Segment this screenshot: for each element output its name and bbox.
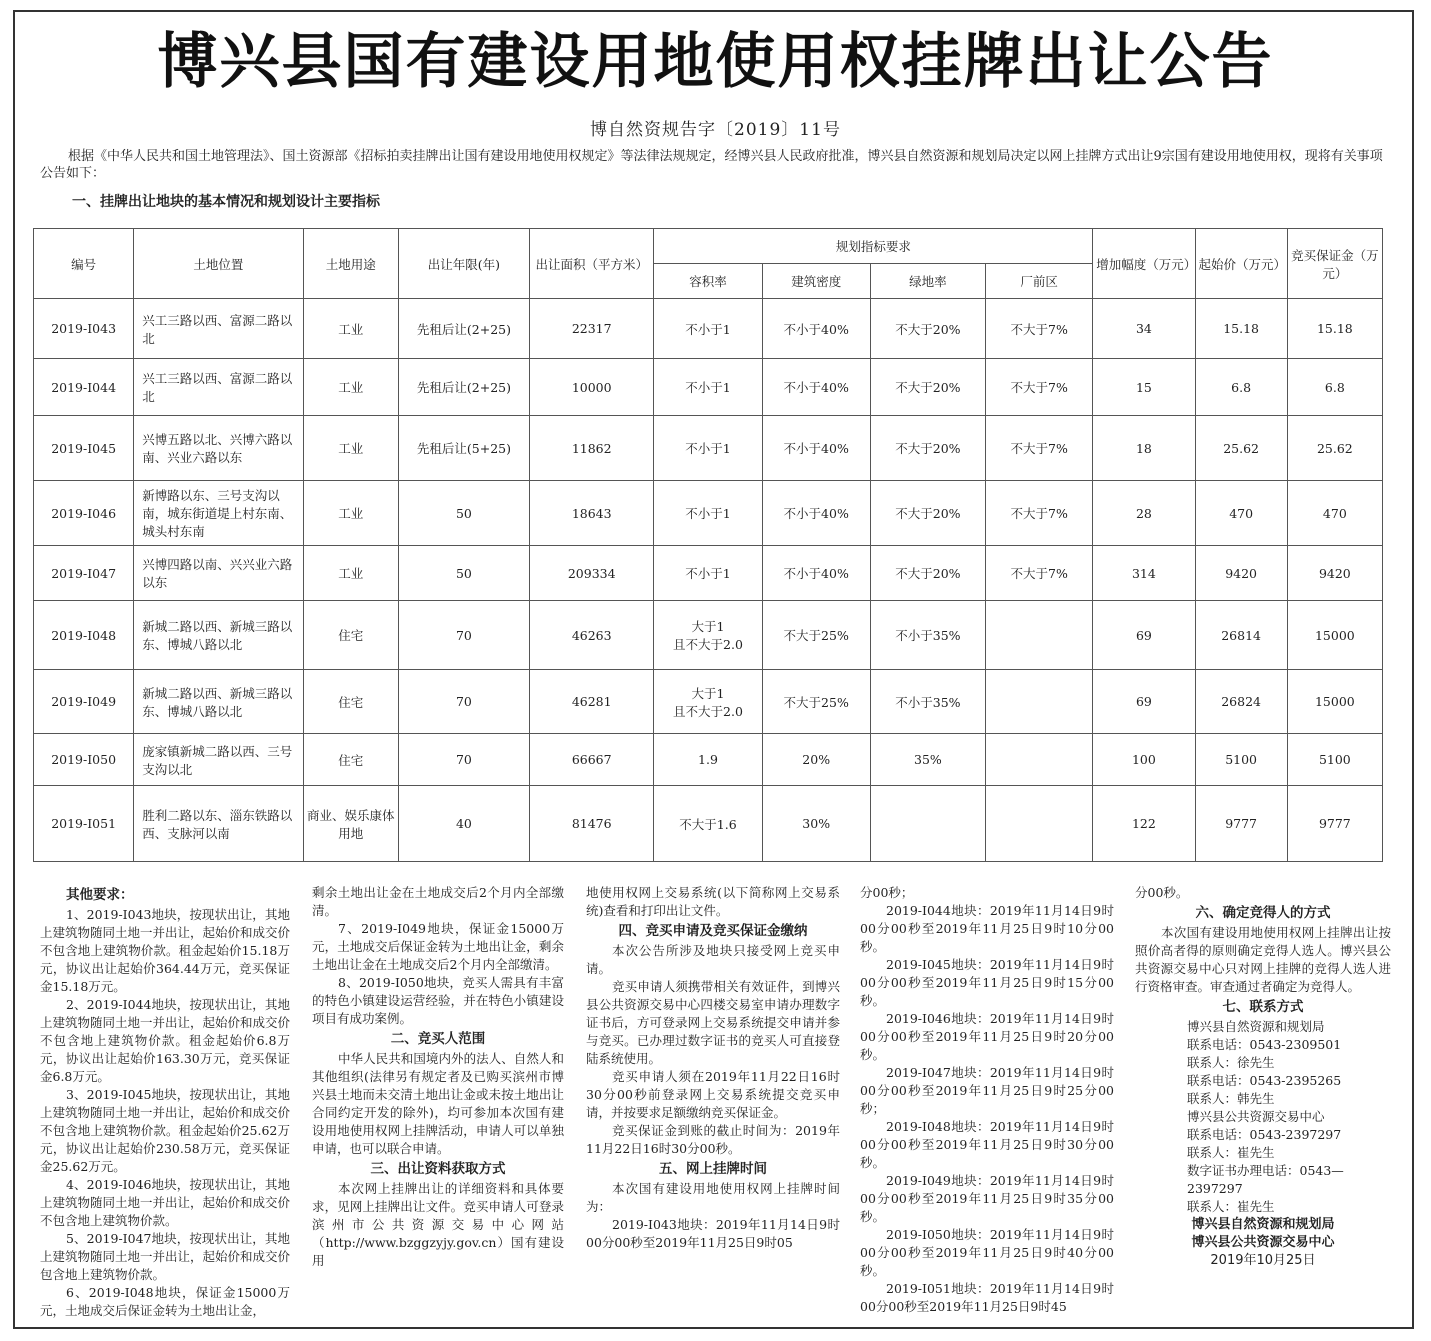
cell-far: 不大于1.6 <box>654 786 762 862</box>
other-requirements-heading: 其他要求： <box>66 887 134 903</box>
cell-density: 20% <box>762 734 870 786</box>
cell-location: 新城二路以西、新城三路以东、博城八路以北 <box>134 601 303 670</box>
cell-location: 兴博四路以南、兴兴业六路以东 <box>134 546 303 601</box>
cell-area: 66667 <box>530 734 654 786</box>
cell-increment: 15 <box>1093 359 1195 416</box>
cell-deposit: 9777 <box>1287 786 1382 862</box>
cell-location: 兴工三路以西、富源二路以北 <box>134 299 303 359</box>
header-front: 厂前区 <box>986 264 1093 299</box>
contact-line: 博兴县自然资源和规划局 <box>1187 1019 1325 1034</box>
section-5-heading: 五、网上挂牌时间 <box>659 1161 767 1177</box>
cell-location: 兴博五路以北、兴博六路以南、兴业六路以东 <box>134 416 303 481</box>
cell-deposit: 15000 <box>1287 601 1382 670</box>
contact-line: 联系电话：0543-2395265 <box>1187 1073 1342 1088</box>
cell-green: 不大于20% <box>870 481 985 546</box>
listing-time-item: 2019-I043地块：2019年11月14日9时00分00秒至2019年11月25日9时05 <box>586 1217 840 1250</box>
cell-code: 2019-I047 <box>34 546 134 601</box>
header-planning: 规划指标要求 <box>654 229 1093 264</box>
cell-location: 新博路以东、三号支沟以南，城东街道堤上村东南、城头村东南 <box>134 481 303 546</box>
contact-line: 联系人：崔先生 <box>1187 1145 1275 1160</box>
cell-code: 2019-I051 <box>34 786 134 862</box>
cell-far: 不小于1 <box>654 416 762 481</box>
section-4-heading: 四、竞买申请及竞买保证金缴纳 <box>618 923 808 939</box>
application-paragraph: 竞买申请人须携带相关有效证件，到博兴县公共资源交易中心四楼交易室申请办理数字证书后，方可登录网上交易系统提交申请并参与竞买。已办理过数字证书的竞买人可直接登陆系统使用。 <box>586 979 840 1066</box>
cell-term: 先租后让(2+25) <box>398 299 529 359</box>
cell-green: 不小于35% <box>870 601 985 670</box>
cell-front: 不大于7% <box>986 546 1093 601</box>
header-use: 土地用途 <box>303 229 398 299</box>
cell-code: 2019-I045 <box>34 416 134 481</box>
cell-area: 11862 <box>530 416 654 481</box>
cell-density: 30% <box>762 786 870 862</box>
cell-term: 先租后让(5+25) <box>398 416 529 481</box>
cell-use: 工业 <box>303 359 398 416</box>
signature-bureau: 博兴县自然资源和规划局 <box>1191 1217 1335 1232</box>
cell-term: 70 <box>398 601 529 670</box>
section-1-heading: 一、挂牌出让地块的基本情况和规划设计主要指标 <box>72 194 380 210</box>
header-location: 土地位置 <box>134 229 303 299</box>
parcel-row <box>34 546 1383 601</box>
section-3-heading: 三、出让资料获取方式 <box>370 1161 506 1177</box>
cell-increment: 18 <box>1093 416 1195 481</box>
cell-deposit: 5100 <box>1287 734 1382 786</box>
cell-term: 70 <box>398 734 529 786</box>
cell-far: 不小于1 <box>654 481 762 546</box>
column-other-requirements <box>40 884 290 1320</box>
listing-time-item: 2019-I050地块：2019年11月14日9时00分00秒至2019年11月25日9时40分00秒。 <box>860 1227 1114 1278</box>
materials-continuation: 地使用权网上交易系统(以下简称网上交易系统)查看和打印出让文件。 <box>586 885 840 918</box>
cell-deposit: 15000 <box>1287 670 1382 734</box>
cell-far: 不小于1 <box>654 299 762 359</box>
contact-line: 联系人：徐先生 <box>1187 1055 1275 1070</box>
parcel-row <box>34 481 1383 546</box>
header-code: 编号 <box>34 229 134 299</box>
parcel-row <box>34 734 1383 786</box>
cell-location: 胜利二路以东、淄东铁路以西、支脉河以南 <box>134 786 303 862</box>
cell-location: 庞家镇新城二路以西、三号支沟以北 <box>134 734 303 786</box>
requirement-paragraph: 1、2019-I043地块，按现状出让，其地上建筑物随同土地一并出让，起始价和成交价不包含地上建筑物价款。租金起始价15.18万元，协议出让起始价364.44万元，竞买保证金15.18万元。 <box>40 907 291 994</box>
cell-area: 81476 <box>530 786 654 862</box>
cell-start-price: 25.62 <box>1195 416 1287 481</box>
cell-green: 35% <box>870 734 985 786</box>
contact-line: 数字证书办理电话：0543—2397297 <box>1187 1163 1344 1196</box>
parcel-row <box>34 416 1383 481</box>
requirement-paragraph: 3、2019-I045地块，按现状出让，其地上建筑物随同土地一并出让，起始价和成交价不包含地上建筑物价款。租金起始价25.62万元，协议出让起始价230.58万元，竞买保证金25.62万元。 <box>40 1087 291 1174</box>
cell-density: 不小于40% <box>762 299 870 359</box>
cell-far: 大于1 且不大于2.0 <box>654 601 762 670</box>
requirement-paragraph: 8、2019-I050地块，竞买人需具有丰富的特色小镇建设运营经验，并在特色小镇建设项目有成功案例。 <box>312 975 564 1026</box>
cell-area: 18643 <box>530 481 654 546</box>
cell-code: 2019-I043 <box>34 299 134 359</box>
cell-green: 不大于20% <box>870 546 985 601</box>
contact-line: 博兴县公共资源交易中心 <box>1187 1109 1325 1124</box>
cell-use: 商业、娱乐康体用地 <box>303 786 398 862</box>
contact-line: 联系人：韩先生 <box>1187 1091 1275 1106</box>
parcel-row <box>34 359 1383 416</box>
listing-time-item: 2019-I045地块：2019年11月14日9时00分00秒至2019年11月25日9时15分00秒。 <box>860 957 1114 1008</box>
cell-increment: 28 <box>1093 481 1195 546</box>
cell-area: 22317 <box>530 299 654 359</box>
header-deposit: 竞买保证金（万元） <box>1287 229 1382 299</box>
parcel-row <box>34 670 1383 734</box>
cell-front: 不大于7% <box>986 481 1093 546</box>
cell-far: 1.9 <box>654 734 762 786</box>
cell-start-price: 5100 <box>1195 734 1287 786</box>
cell-front <box>986 734 1093 786</box>
cell-green: 不大于20% <box>870 359 985 416</box>
header-far: 容积率 <box>654 264 762 299</box>
cell-increment: 69 <box>1093 601 1195 670</box>
cell-use: 住宅 <box>303 734 398 786</box>
contact-line: 联系人：崔先生 <box>1187 1199 1275 1214</box>
requirement-paragraph: 4、2019-I046地块，按现状出让，其地上建筑物随同土地一并出让，起始价和成交价不包含地上建筑物价款。 <box>40 1177 291 1228</box>
cell-term: 50 <box>398 546 529 601</box>
section-2-heading: 二、竞买人范围 <box>390 1031 486 1047</box>
cell-density: 不大于25% <box>762 601 870 670</box>
cell-far: 不小于1 <box>654 546 762 601</box>
application-paragraph: 竞买保证金到账的截止时间为：2019年11月22日16时30分00秒。 <box>586 1123 840 1156</box>
cell-front: 不大于7% <box>986 359 1093 416</box>
listing-time-item: 2019-I048地块：2019年11月14日9时00分00秒至2019年11月25日9时30分00秒。 <box>860 1119 1114 1170</box>
cell-location: 新城二路以西、新城三路以东、博城八路以北 <box>134 670 303 734</box>
cell-start-price: 6.8 <box>1195 359 1287 416</box>
signature-center: 博兴县公共资源交易中心 <box>1191 1235 1335 1250</box>
cell-area: 46263 <box>530 601 654 670</box>
listing-time-item: 2019-I047地块：2019年11月14日9时00分00秒至2019年11月25日9时25分00秒； <box>860 1065 1114 1116</box>
parcel-row <box>34 601 1383 670</box>
cell-increment: 122 <box>1093 786 1195 862</box>
cell-green <box>870 786 985 862</box>
column-5 <box>1135 884 1391 1270</box>
materials-paragraph: 本次网上挂牌出让的详细资料和具体要求，见网上挂牌出让文件。竞买申请人可登录滨州市公共资源交易中心网站（http://www.bzggzyjy.gov.cn）国有建设用 <box>312 1181 564 1268</box>
cell-far: 大于1 且不大于2.0 <box>654 670 762 734</box>
cell-code: 2019-I049 <box>34 670 134 734</box>
cell-area: 46281 <box>530 670 654 734</box>
cell-deposit: 9420 <box>1287 546 1382 601</box>
listing-time-continuation: 分00秒； <box>860 885 914 900</box>
header-term: 出让年限(年) <box>398 229 529 299</box>
cell-area: 10000 <box>530 359 654 416</box>
requirement-paragraph: 2、2019-I044地块，按现状出让，其地上建筑物随同土地一并出让，起始价和成交价不包含地上建筑物价款。租金起始价6.8万元，协议出让起始价163.30万元，竞买保证金6.8万元。 <box>40 997 291 1084</box>
parcel-row <box>34 299 1383 359</box>
contact-list <box>1135 1018 1391 1216</box>
cell-increment: 69 <box>1093 670 1195 734</box>
publish-date: 2019年10月25日 <box>1210 1253 1316 1268</box>
application-paragraph: 本次公告所涉及地块只接受网上竞买申请。 <box>586 943 840 976</box>
cell-start-price: 15.18 <box>1195 299 1287 359</box>
cell-density: 不大于25% <box>762 670 870 734</box>
contact-line: 联系电话：0543-2309501 <box>1187 1037 1342 1052</box>
listing-time-item: 2019-I049地块：2019年11月14日9时00分00秒至2019年11月25日9时35分00秒。 <box>860 1173 1114 1224</box>
cell-start-price: 470 <box>1195 481 1287 546</box>
cell-code: 2019-I044 <box>34 359 134 416</box>
column-2 <box>312 884 564 1270</box>
listing-time-item: 2019-I044地块：2019年11月14日9时00分00秒至2019年11月25日9时10分00秒。 <box>860 903 1114 954</box>
listing-time-paragraph: 本次国有建设用地使用权网上挂牌时间为： <box>586 1181 840 1214</box>
application-paragraph: 竞买申请人须在2019年11月22日16时30分00秒前登录网上交易系统提交竞买申请，并按要求足额缴纳竞买保证金。 <box>586 1069 840 1120</box>
listing-time-item: 2019-I046地块：2019年11月14日9时00分00秒至2019年11月25日9时20分00秒。 <box>860 1011 1114 1062</box>
cell-deposit: 6.8 <box>1287 359 1382 416</box>
cell-use: 工业 <box>303 481 398 546</box>
page-title: 博兴县国有建设用地使用权挂牌出让公告 <box>157 27 1274 97</box>
header-green: 绿地率 <box>870 264 985 299</box>
cell-far: 不小于1 <box>654 359 762 416</box>
column-3 <box>586 884 840 1252</box>
cell-deposit: 25.62 <box>1287 416 1382 481</box>
cell-front: 不大于7% <box>986 299 1093 359</box>
requirement-paragraph: 6、2019-I048地块，保证金15000万元，土地成交后保证金转为土地出让金， <box>40 1285 290 1318</box>
listing-time-continuation: 分00秒。 <box>1135 885 1189 900</box>
cell-front: 不大于7% <box>986 416 1093 481</box>
contact-line: 联系电话：0543-2397297 <box>1187 1127 1342 1142</box>
cell-term: 先租后让(2+25) <box>398 359 529 416</box>
cell-use: 工业 <box>303 416 398 481</box>
parcel-table <box>33 228 1383 862</box>
cell-use: 工业 <box>303 546 398 601</box>
cell-deposit: 470 <box>1287 481 1382 546</box>
header-density: 建筑密度 <box>762 264 870 299</box>
header-increment: 增加幅度（万元） <box>1093 229 1195 299</box>
winner-method-paragraph: 本次国有建设用地使用权网上挂牌出让按照价高者得的原则确定竞得人选人。博兴县公共资源交易中心只对网上挂牌的竞得人选人进行资格审查。审查通过者确定为竞得人。 <box>1135 925 1391 994</box>
cell-use: 住宅 <box>303 670 398 734</box>
cell-start-price: 26814 <box>1195 601 1287 670</box>
cell-area: 209334 <box>530 546 654 601</box>
cell-code: 2019-I046 <box>34 481 134 546</box>
cell-term: 70 <box>398 670 529 734</box>
cell-density: 不小于40% <box>762 546 870 601</box>
cell-density: 不小于40% <box>762 481 870 546</box>
cell-front <box>986 601 1093 670</box>
cell-location: 兴工三路以西、富源二路以北 <box>134 359 303 416</box>
section-6-heading: 六、确定竞得人的方式 <box>1195 905 1331 921</box>
intro-paragraph: 根据《中华人民共和国土地管理法》、国土资源部《招标拍卖挂牌出让国有建设用地使用权规定》等法律法规规定，经博兴县人民政府批准，博兴县自然资源和规划局决定以网上挂牌方式出让9宗国有建设用地使用权，现将有关事项公告如下： <box>40 149 1383 181</box>
cell-term: 40 <box>398 786 529 862</box>
section-7-heading: 七、联系方式 <box>1222 999 1304 1015</box>
cell-green: 不大于20% <box>870 416 985 481</box>
requirement-continuation: 剩余土地出让金在土地成交后2个月内全部缴清。 <box>312 885 564 918</box>
cell-start-price: 26824 <box>1195 670 1287 734</box>
cell-density: 不小于40% <box>762 416 870 481</box>
bidder-scope-paragraph: 中华人民共和国境内外的法人、自然人和其他组织(法律另有规定者及已购买滨州市博兴县土地而未交清土地出让金或未按土地出让合同约定开发的除外)，均可参加本次国有建设用地使用权网上挂牌活动，申请人可以单独申请，也可以联合申请。 <box>312 1051 564 1156</box>
cell-front <box>986 786 1093 862</box>
cell-use: 住宅 <box>303 601 398 670</box>
cell-term: 50 <box>398 481 529 546</box>
column-4 <box>860 884 1114 1316</box>
requirement-paragraph: 7、2019-I049地块，保证金15000万元，土地成交后保证金转为土地出让金，剩余土地出让金在土地成交后2个月内全部缴清。 <box>312 921 564 972</box>
document-number: 博自然资规告字〔2019〕11号 <box>590 120 841 140</box>
cell-front <box>986 670 1093 734</box>
header-start-price: 起始价（万元） <box>1195 229 1287 299</box>
cell-start-price: 9777 <box>1195 786 1287 862</box>
cell-green: 不小于35% <box>870 670 985 734</box>
listing-time-item: 2019-I051地块：2019年11月14日9时00分00秒至2019年11月25日9时45 <box>860 1281 1114 1314</box>
cell-green: 不大于20% <box>870 299 985 359</box>
cell-use: 工业 <box>303 299 398 359</box>
cell-density: 不小于40% <box>762 359 870 416</box>
cell-start-price: 9420 <box>1195 546 1287 601</box>
cell-increment: 34 <box>1093 299 1195 359</box>
cell-code: 2019-I050 <box>34 734 134 786</box>
cell-increment: 100 <box>1093 734 1195 786</box>
header-area: 出让面积（平方米） <box>530 229 654 299</box>
cell-increment: 314 <box>1093 546 1195 601</box>
cell-deposit: 15.18 <box>1287 299 1382 359</box>
cell-code: 2019-I048 <box>34 601 134 670</box>
parcel-row <box>34 786 1383 862</box>
requirement-paragraph: 5、2019-I047地块，按现状出让，其地上建筑物随同土地一并出让，起始价和成交价包含地上建筑物价款。 <box>40 1231 291 1282</box>
